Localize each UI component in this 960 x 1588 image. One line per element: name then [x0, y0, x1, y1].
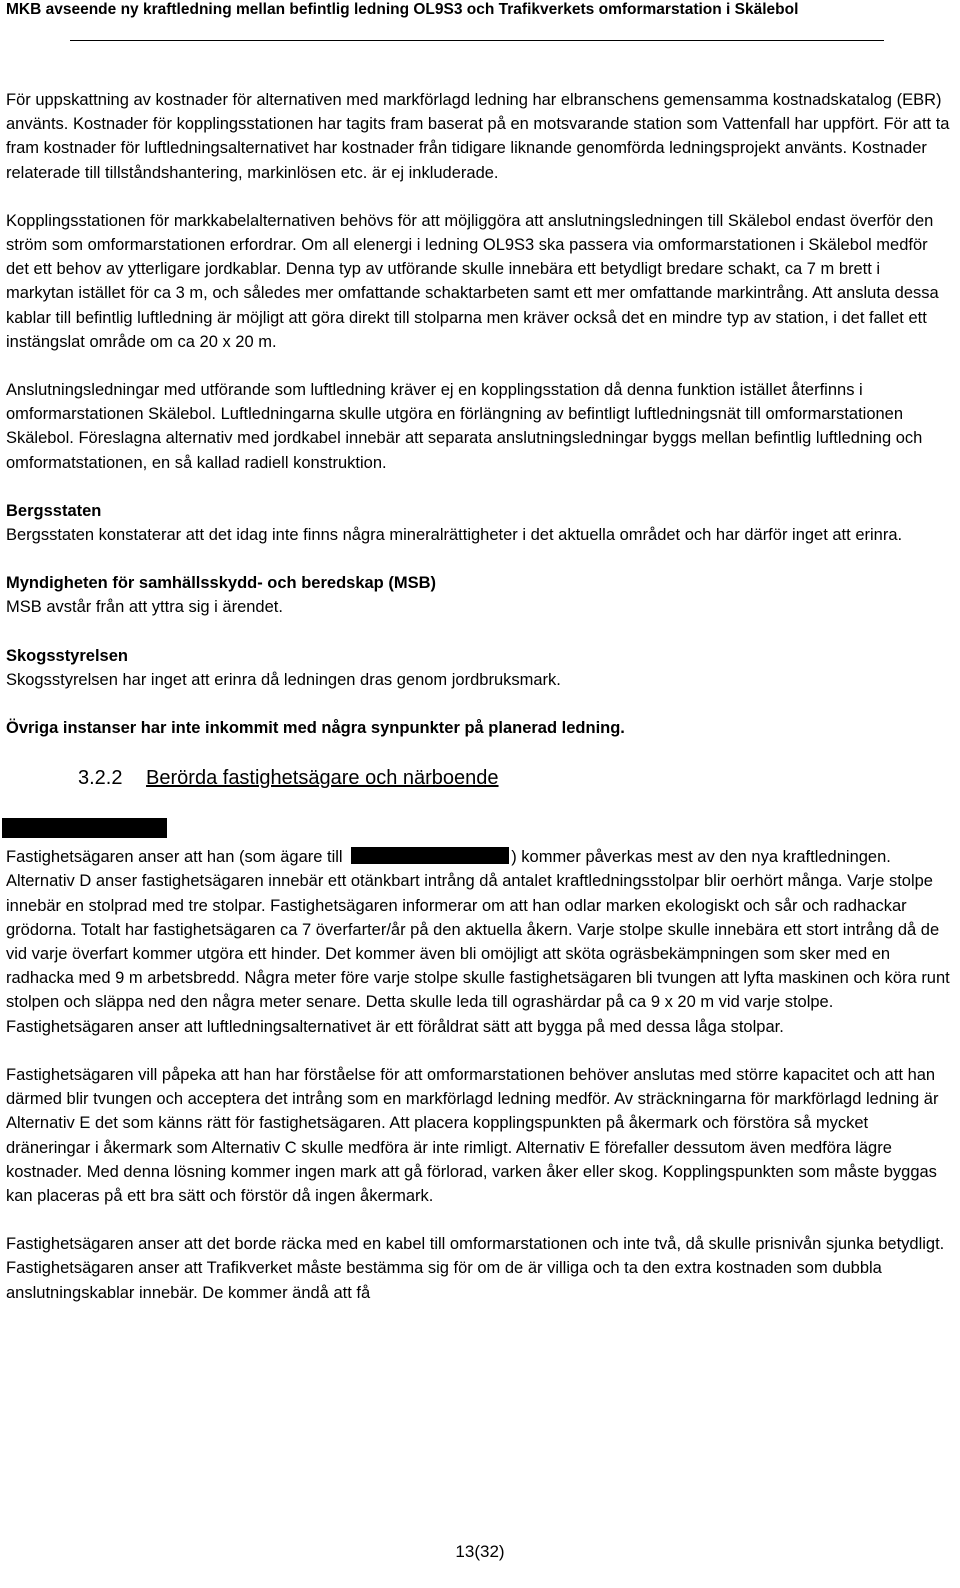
section-heading [78, 764, 952, 792]
owner-p1-rest: ) kommer påverkas mest av den nya kraftledningen. Alternativ D anser fastighetsägaren innebär ett otänkbart intrång då antalet kraftledningsstolpar blir oerhört många. Varje stolpe innebär en stolprad med tre stolpar. Fastighetsägaren informerar om att han odlar marken ekologiskt och sår och radhackar grödorna. Totalt har fastighetsägaren ca 7 överfarter/år på den aktuella åkern. Varje stolpe skulle innebära ett stort intrång då de vid varje överfart kommer utgöra ett hinder. Det kommer även bli omöjligt att sköta ogräsbekämpningen som sker med en radhacka med 9 m arbetsbredd. Några meter före varje stolpe skulle fastighetsägaren bli tvungen att lyfta maskinen och köra runt stolpen och släppa ned den några meter senare. Detta skulle leda till ograshärdar på ca 9 x 20 m vid varje stolpe. Fastighetsägaren anser att luftledningsalternativet är ett föråldrat sätt att bygga på med dessa låga stolpar. [6, 848, 950, 1036]
section-title: Berörda fastighetsägare och närboende [146, 767, 499, 790]
owner-paragraph-3: Fastighetsägaren anser att det borde räcka med en kabel till omformarstationen och inte två, då skulle prisnivån sjunka betydligt. Fastighetsägaren anser att Trafikverket måste bestämma sig för om de är villiga och ta den extra kostnaden som dubbla anslutningskablar innebär. De kommer ändå att få [6, 1235, 945, 1302]
msb-heading: Myndigheten för samhällsskydd- och beredskap (MSB) [6, 574, 436, 593]
skogsstyrelsen-heading: Skogsstyrelsen [6, 646, 128, 665]
bergsstaten-heading: Bergsstaten [6, 501, 102, 520]
redacted-property [351, 847, 509, 864]
document-title: MKB avseende ny kraftledning mellan befintlig ledning OL9S3 och Trafikverkets omformarstation i Skälebol [6, 1, 799, 18]
switching-station-paragraph: Kopplingsstationen för markkabelalternativen behövs för att möjliggöra att anslutningsledningen till Skälebol endast överför den ström som omformarstationen erfordrar. Om all elenergi i ledning OL9S3 ska passera via omformarstationen i Skälebol medför det ett behov av ytterligare jordkablar. Denna typ av utförande skulle innebära ett betydligt bredare schakt, ca 7 m brett i markytan istället för ca 3 m, och således mer omfattande schaktarbeten samt ett mer omfattande markintrång. Att ansluta dessa kablar till befintlig luftledning är möjligt att göra direkt till stolparna men kräver också det en mindre typ av station, i det fallet ett instängslat område om ca 20 x 20 m. [6, 211, 939, 351]
skogsstyrelsen-text: Skogsstyrelsen har inget att erinra då ledningen dras genom jordbruksmark. [6, 670, 561, 689]
msb-block [6, 571, 952, 619]
header-rule [70, 40, 884, 41]
owner-paragraph-2: Fastighetsägaren vill påpeka att han har förståelse för att omformarstationen behöver anslutas med större kapacitet och att han därmed blir tvungen och acceptera det intrång som en markförlagd ledning medför. Av sträckningarna för markförlagd ledning är Alternativ E det som känns rätt för fastighetsägaren. Att placera kopplingspunkten på åkermark och förstöra så mycket dräneringar i åkermark som Alternativ C skulle medföra är inte rimligt. Alternativ E förefaller dessutom även medföra lägre kostnader. Med denna lösning kommer ingen mark att gå förlorad, varken åker eller skog. Kopplingspunkten som måste byggas kan placeras på ett bra sätt och förstör då ingen åkermark. [6, 1065, 939, 1205]
bergsstaten-text: Bergsstaten konstaterar att det idag inte finns några mineralrättigheter i det aktuella området och har därför inget att erinra. [6, 526, 903, 545]
redacted-owner-name [2, 818, 167, 838]
page-header [6, 0, 954, 44]
msb-text: MSB avstår från att yttra sig i ärendet. [6, 598, 283, 617]
document-body [6, 88, 952, 1305]
connection-lines-paragraph: Anslutningsledningar med utförande som luftledning kräver ej en kopplingsstation då denna funktion istället återfinns i omformarstationen Skälebol. Luftledningarna skulle utgöra en förlängning av befintligt luftledningsnät till omformarstationen Skälebol. Föreslagna alternativ med jordkabel innebär att separata anslutningsledningar byggs mellan befintlig luftledning och omformatstationen, en så kallad radiell konstruktion. [6, 381, 923, 472]
owner-p1-start: Fastighetsägaren anser att han (som ägare till [6, 848, 348, 867]
skogsstyrelsen-block [6, 644, 952, 692]
owner-paragraph-1 [6, 845, 952, 1039]
other-bodies-statement: Övriga instanser har inte inkommit med några synpunkter på planerad ledning. [6, 719, 625, 738]
costs-paragraph: För uppskattning av kostnader för alternativen med markförlagd ledning har elbranschens gemensamma kostnadskatalog (EBR) använts. Kostnader för kopplingsstationen har tagits fram baserat på en motsvarande station som Vattenfall har uppfört. För att ta fram kostnader för luftledningsalternativet har kostnader från tidigare liknande genomförda ledningsprojekt använts. Kostnader relaterade till tillståndshantering, markinlösen etc. är ej inkluderade. [6, 91, 950, 182]
bergsstaten-block [6, 499, 952, 547]
section-number: 3.2.2 [78, 767, 123, 790]
page-number: 13(32) [455, 1542, 505, 1561]
